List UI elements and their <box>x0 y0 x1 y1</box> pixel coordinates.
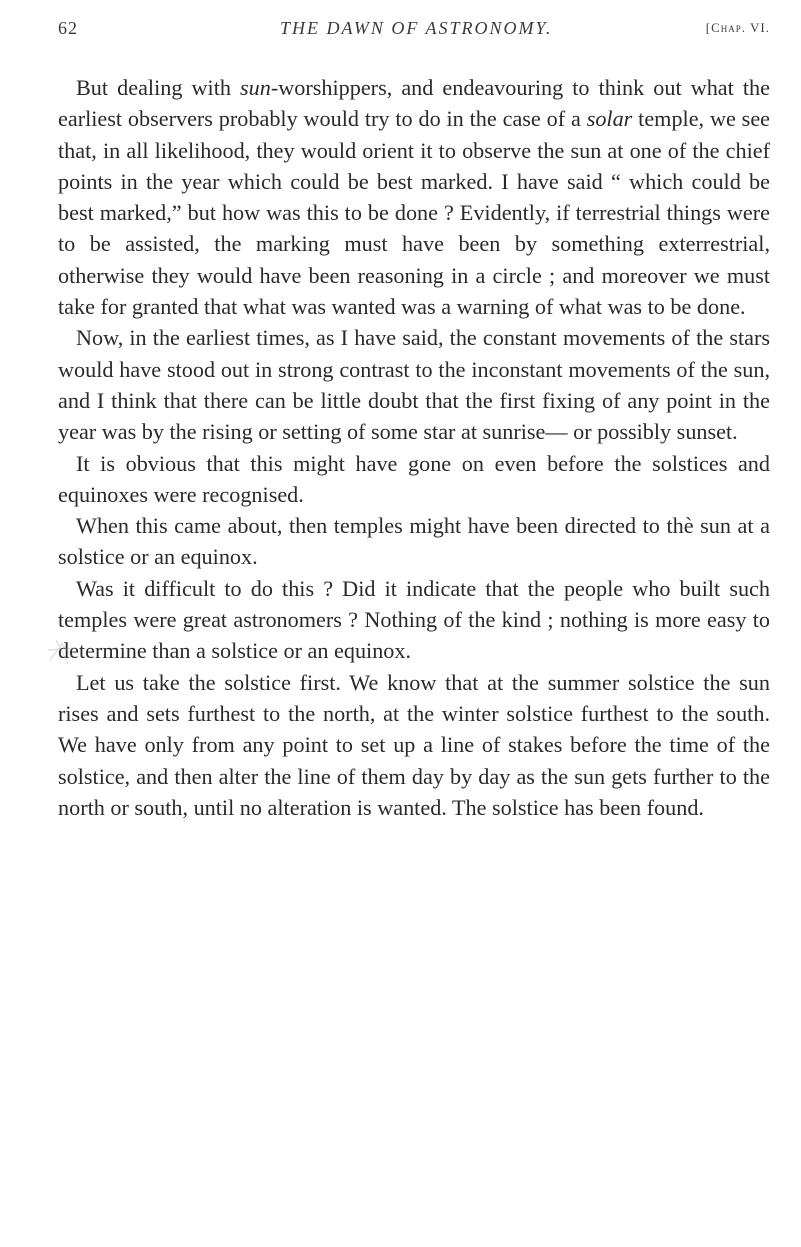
paragraph-1-start: But dealing with <box>76 75 241 100</box>
paragraph-5: Was it difficult to do this ? Did it indicate that the people who built such temples were great astronomers ? Nothing of the kind ; nothing is more easy to determine than a solstice or an equinox. <box>58 575 770 664</box>
chapter-label: [Chap. VI. <box>705 20 770 35</box>
paragraph-2: Now, in the earliest times, as I have said, the constant movements of the stars would have stood out in strong contrast to the inconstant movements of the sun, and I think that there can be little doubt that the first fixing of any point in the year was by the rising or setting of some star at sunrise— or possibly sunset. <box>58 325 770 445</box>
paragraph-1-end: temple, we see that, in all likelihood, they would orient it to observe the sun at one of the chief points in the year which could be best marked. I have said “ which could be best marked,” but how was this to be done ? Evidently, if terrestrial things were to be assisted, the marking must have been by something exterrestrial, otherwise they would have been reasoning in a circle ; and moreover we must take for granted that what was wanted was a warning of what was to be done. <box>58 106 771 320</box>
body-text <box>58 72 770 823</box>
paper-stain-mark <box>42 630 82 670</box>
book-page <box>58 14 770 823</box>
paragraph-1 <box>58 72 770 322</box>
running-head <box>58 14 770 50</box>
page-number: 62 <box>58 18 78 38</box>
book-title: THE DAWN OF ASTRONOMY. <box>280 18 553 38</box>
paragraph-4: When this came about, then temples might have been directed to thè sun at a solstice or an equinox. <box>58 513 770 570</box>
emphasis-solar: solar <box>586 106 633 132</box>
paragraph-6: Let us take the solstice first. We know that at the summer solstice the sun rises and sets furthest to the north, at the winter solstice furthest to the south. We have only from any point to set up a line of stakes before the time of the solstice, and then alter the line of them day by day as the sun gets further to the north or south, until no alteration is wanted. The solstice has been found. <box>58 669 770 820</box>
emphasis-sun: sun <box>240 75 271 100</box>
paragraph-3: It is obvious that this might have gone on even before the solstices and equinoxes were recognised. <box>58 450 770 507</box>
paragraph-1-middle: -worshippers, and endeavouring to think out what the earliest observers probably would try to do in the case of a <box>58 75 770 132</box>
